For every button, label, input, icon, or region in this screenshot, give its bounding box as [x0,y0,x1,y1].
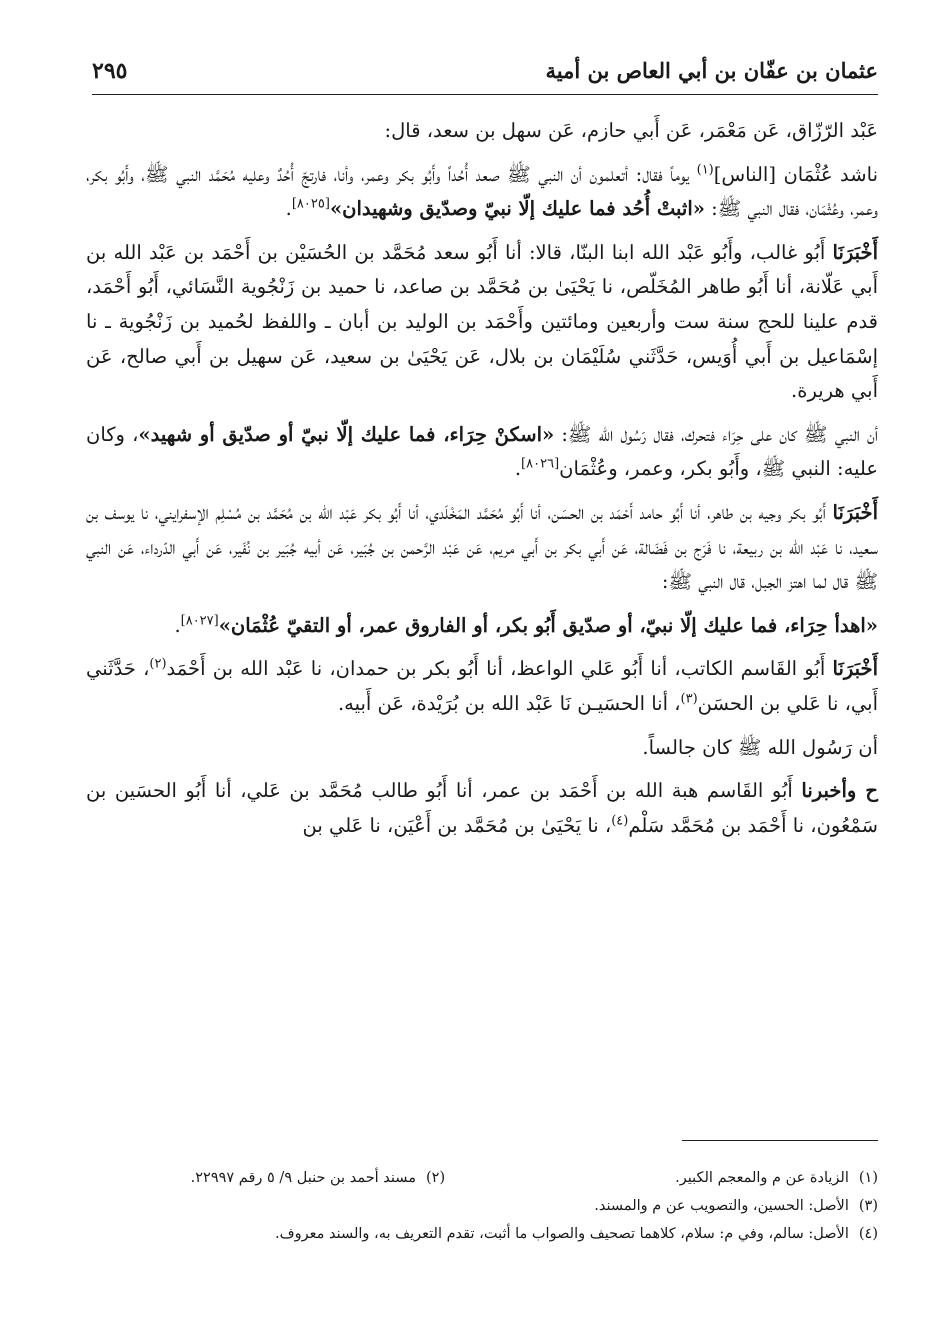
paragraph-hadith-hira [86,418,878,487]
footnote-ref[interactable]: (١) [696,162,714,178]
paragraph-text: أن النبي ﷺ كان على حِرَاء فتحرك، فقال رَسُول الله ﷺ: [554,422,878,446]
paragraph-text: أَبُو بكر وجيه بن طاهر، أنا أَبُو حامد أَحْمَد بن الحسَن، أنا أَبُو مُحَمَّد المَخْلَدي، أنا أَبُو بكر عَبْد الله بن مُحَمَّد بن مُسْلِم الإسفرايني، نا يوسف بن سعيد، نا عَبْد الله بن ربيعة، نا فَرَج بن فَضَالة، عَن أَبي بكر بن أَبي مريم، عَن عَبْد الرَّحمن بن جُبَير، عَن أبيه جُبَير بن نُفَير، عَن أَبي الدّرداء، عَن النبي ﷺ قال لما اهتز الجبل، قال النبي ﷺ: [86,500,878,594]
footnote-item [86,1192,878,1220]
paragraph-text: ، أنا الحسَيـن نَا عَبْد الله بن بُرَيْدة، عَن أَبيه. [337,691,681,715]
page-number: ٢٩٥ [92,58,128,84]
paragraph-isnad-continuation [86,114,878,149]
paragraph-hadith-uhud [86,158,878,227]
footnote-item [675,1164,878,1192]
footnote-ref[interactable]: (٣) [680,691,698,707]
paragraph-matn-short [86,731,878,766]
page-header [92,56,878,95]
running-title: عثمان بن عفّان بن أبي العاص بن أمية [545,58,878,83]
paragraph-text: يوماً فقال: أتعلمون أن النبي ﷺ صعد أُحُداً وأَبُو بكر وعمر، وأنا، فارتجّ أُحُدٌ وعليه مُحَمَّد النبي ﷺ، وأَبُو بكر، وعمر، وعُثْمَان، فقال النبي ﷺ: [86,162,878,221]
paragraph-text: أن رَسُول الله ﷺ كان جالساً. [642,735,878,759]
hadith-number: [٨٠٢٧] [180,613,219,629]
footnote-number: (٣) [858,1198,878,1214]
paragraph-text: ناشد عُثْمَان [الناس] [713,162,878,186]
footnote-ref[interactable]: (٤) [611,813,629,829]
footnote-text: مسند أحمد بن حنبل ٩/ ٥ رقم ٢٢٩٩٧. [190,1170,416,1186]
paragraph-text: ، نا يَحْيَىٰ بن مُحَمَّد بن أَعْيَن، نا عَلي بن [302,813,612,837]
hadith-quote: «اسكنْ حِرَاء، فما عليك إلّا نبيّ أو صدّيق أو شهيد» [138,422,555,446]
paragraph-text: عَبْد الرّزّاق، عَن مَعْمَر، عَن أَبي حازم، عَن سهل بن سعد، قال: [384,119,878,142]
footnote-text: الزيادة عن م والمعجم الكبير. [675,1170,849,1186]
paragraph-text: ، وكان عليه: النبي ﷺ، وأَبُو بكر، وعمر، وعُثْمَان [86,422,878,481]
footnote-number: (٢) [426,1170,446,1186]
punctuation: . [285,197,292,221]
paragraph-text: أَبُو القَاسم الكاتب، أنا أَبُو عَلي الواعظ، أنا أَبُو بكر بن حمدان، نا عَبْد الله بن أَحْمَد [166,657,833,681]
punctuation: . [514,457,522,481]
footnote-item [86,1220,878,1248]
akhbarana-lead: أَخْبَرَنَا [832,240,878,264]
akhbarana-lead: ح وأخبرنا [801,779,878,803]
akhbarana-lead: أَخْبَرَنَا [832,657,878,681]
footnote-ref[interactable]: (٢) [149,656,167,672]
paragraph-hadith-ihda [86,609,878,644]
main-text [86,116,878,852]
paragraph-isnad-4 [86,652,878,721]
akhbarana-lead: أَخْبَرَنَا [832,500,878,524]
hadith-number: [٨٠٢٥] [291,196,330,212]
footnote-item [191,1164,446,1192]
paragraph-text: أَبُو غالب، وأَبُو عَبْد الله ابنا البنّا، قالا: أنا أَبُو سعد مُحَمَّد بن الحُسَيْن بن أَحْمَد بن عَبْد الله بن أَبي عَلّانة، أنا أَبُو طاهر المُخَلّص، نا يَحْيَىٰ بن مُحَمَّد بن صاعد، نا حميد بن زَنْجُوية النَّسَائي، أَبُو أَحْمَد، قدم علينا للحج سنة ست وأربعين ومائتين وأَحْمَد بن الوليد بن أبان ـ واللفظ لحُميد بن زَنْجُوية ـ نا إسْمَاعيل بن أَبي أُوَيس، حَدَّثَني سُلَيْمَان بن بلال، عَن يَحْيَىٰ بن سعيد، عَن سهيل بن أَبي صالح، عَن أَبي هريرة. [86,240,878,403]
footnotes [86,1140,878,1248]
paragraph-isnad-3 [86,496,878,600]
hadith-quote: «اهدأ حِرَاء، فما عليك إلّا نبيّ، أو صدّيق أَبُو بكر، أو الفاروق عمر، أو التقيّ عُثْمَان» [218,613,878,637]
paragraph-text: أَبُو القَاسم هبة الله بن أَحْمَد بن عمر، أنا أَبُو طالب مُحَمَّد بن عَلي، أنا أَبُو الحسَين بن سَمْعُون، نا أَحْمَد بن مُحَمَّد سَلْم [86,779,878,837]
paragraph-isnad-2 [86,236,878,409]
footnote-row [86,1164,878,1192]
hadith-quote: «اثبتْ أُحُد فما عليك إلّا نبيّ وصدّيق وشهيدان» [329,197,705,221]
punctuation: . [174,613,181,637]
footnote-number: (٤) [858,1226,878,1242]
paragraph-text: ، حَدَّثَني أَبي، نا عَلي بن الحسَن [86,657,878,715]
paragraph-isnad-5 [86,774,878,843]
footnote-text: الأصل: الحسين، والتصويب عن م والمسند. [594,1198,849,1214]
footnote-number: (١) [858,1170,878,1186]
hadith-number: [٨٠٢٦] [521,456,560,472]
footnote-text: الأصل: سالم، وفي م: سلام، كلاهما تصحيف والصواب ما أثبت، تقدم التعريف به، والسند معروف. [275,1226,849,1242]
